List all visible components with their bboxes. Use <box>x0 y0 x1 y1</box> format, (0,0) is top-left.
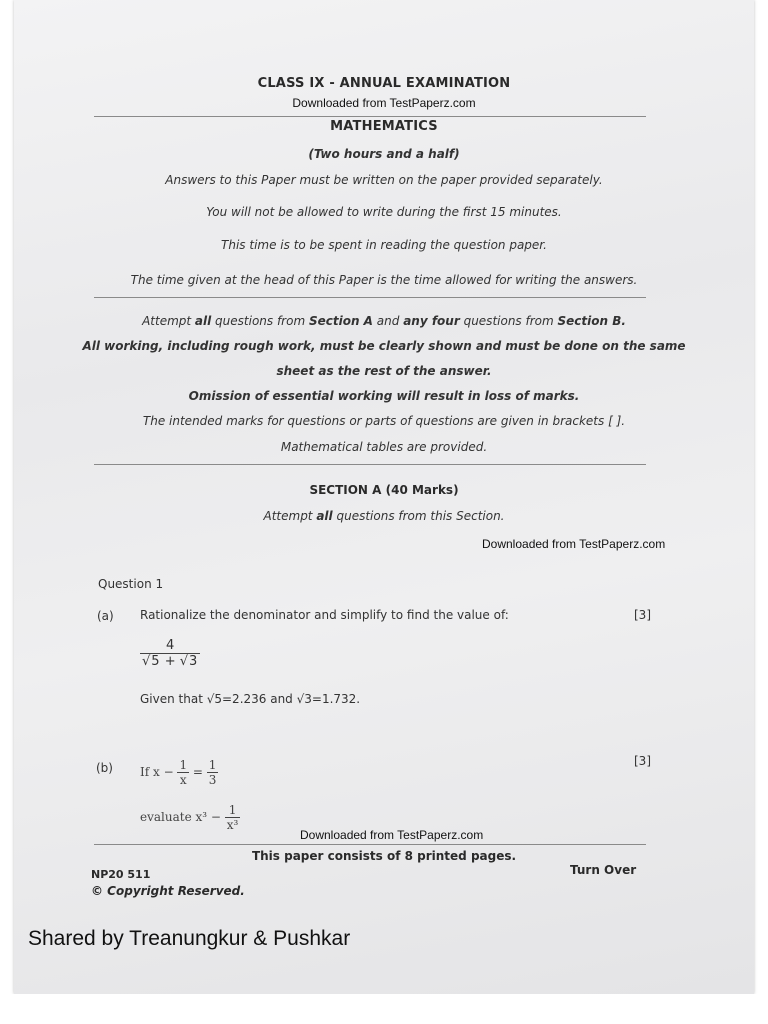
paper-code: NP20 511 <box>91 868 151 881</box>
part-a-given: Given that √5=2.236 and √3=1.732. <box>140 692 361 706</box>
section-subtitle: Attempt all questions from this Section. <box>263 509 505 523</box>
bottom-margin <box>0 994 768 1024</box>
instruction-4: The time given at the head of this Paper is the time allowed for writing the answers. <box>130 273 638 287</box>
instruction-marks: The intended marks for questions or parts of questions are given in brackets [ ]. <box>142 414 626 428</box>
question-1-label: Question 1 <box>98 577 164 591</box>
duration: (Two hours and a half) <box>308 147 460 161</box>
shared-by-caption: Shared by Treanungkur & Pushkar <box>28 927 351 950</box>
section-title: SECTION A (40 Marks) <box>309 483 459 497</box>
part-b-marks: [3] <box>634 754 651 768</box>
part-a-marks: [3] <box>634 608 651 622</box>
pages-note: This paper consists of 8 printed pages. <box>251 849 517 863</box>
instruction-working-cont: sheet as the rest of the answer. <box>276 364 492 378</box>
instruction-tables: Mathematical tables are provided. <box>280 440 488 454</box>
divider-2 <box>94 297 646 298</box>
subject-title: MATHEMATICS <box>330 119 438 134</box>
instruction-working: All working, including rough work, must be clearly shown and must be done on the same <box>82 339 686 353</box>
watermark-top: Downloaded from TestPaperz.com <box>292 96 476 110</box>
part-b-evaluate: evaluate x³ − $\frac{1}{\text{x³}}$ <box>140 803 239 832</box>
copyright: © Copyright Reserved. <box>91 884 245 898</box>
divider-3 <box>94 464 646 465</box>
fraction-numerator: 4 <box>166 638 175 653</box>
divider-1 <box>94 116 646 117</box>
turn-over: Turn Over <box>570 863 637 877</box>
part-b-label: (b) <box>96 761 113 775</box>
watermark-bottom: Downloaded from TestPaperz.com <box>300 828 484 842</box>
watermark-middle: Downloaded from TestPaperz.com <box>482 537 666 551</box>
part-b-equation: If x − $\frac{1}{x}$ = $\frac{1}{3}$ <box>140 758 217 787</box>
exam-title: CLASS IX - ANNUAL EXAMINATION <box>257 76 511 91</box>
instruction-1: Answers to this Paper must be written on the paper provided separately. <box>165 173 603 187</box>
instruction-attempt: Attempt all questions from Section A and any four questions from Section B. <box>142 314 626 328</box>
part-a-text: Rationalize the denominator and simplify to find the value of: <box>140 608 509 622</box>
instruction-omission: Omission of essential working will result in loss of marks. <box>188 389 580 403</box>
instruction-2: You will not be allowed to write during the first 15 minutes. <box>206 205 562 219</box>
divider-4 <box>94 844 646 845</box>
part-a-label: (a) <box>97 609 114 623</box>
fraction-denominator: √5 + √3 <box>140 653 200 669</box>
part-a-fraction <box>140 638 200 669</box>
instruction-3: This time is to be spent in reading the question paper. <box>221 238 547 252</box>
